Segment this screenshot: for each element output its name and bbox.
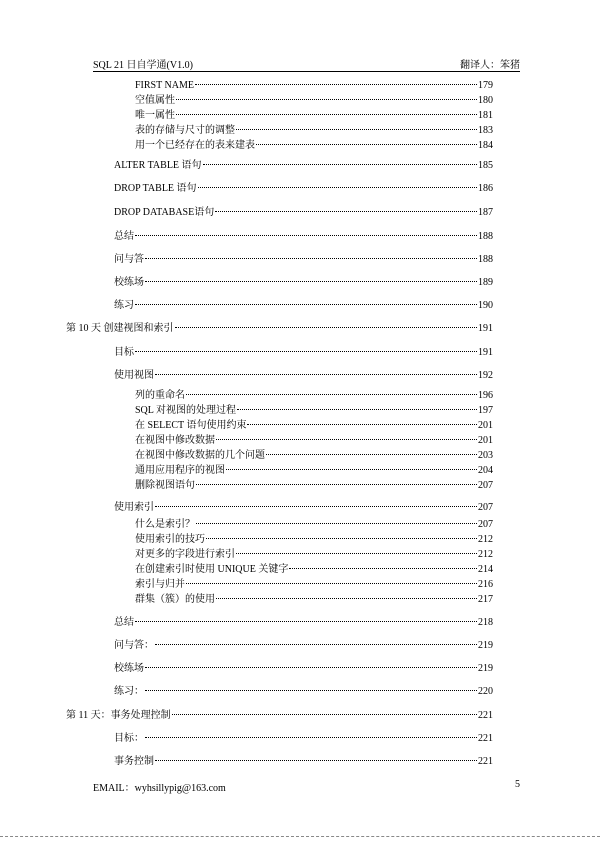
- toc-entry-page: 185: [478, 160, 493, 171]
- toc-entry-page: 192: [478, 370, 493, 381]
- toc-entry-page: 180: [478, 95, 493, 106]
- toc-dot-leader: [145, 666, 477, 668]
- toc-dot-leader: [196, 522, 477, 524]
- toc-entry-title: 使用视图: [114, 370, 154, 381]
- toc-entry-title: 对更多的字段进行索引: [135, 549, 235, 560]
- toc-entry[interactable]: [114, 639, 493, 652]
- toc-entry-title: 目标: [114, 347, 134, 358]
- toc-dot-leader: [176, 113, 477, 115]
- toc-entry-page: 220: [478, 686, 493, 697]
- toc-entry[interactable]: [114, 159, 493, 172]
- toc-entry[interactable]: [114, 369, 493, 382]
- toc-entry-page: 196: [478, 390, 493, 401]
- page-number: 5: [515, 779, 520, 790]
- toc-entry-page: 221: [478, 733, 493, 744]
- toc-entry-page: 201: [478, 420, 493, 431]
- toc-dot-leader: [145, 689, 477, 691]
- toc-entry-title: 空值属性: [135, 95, 175, 106]
- toc-entry-page: 179: [478, 80, 493, 91]
- toc-dot-leader: [198, 186, 477, 188]
- toc-entry[interactable]: [135, 449, 493, 462]
- toc-entry-page: 207: [478, 519, 493, 530]
- toc-entry-title: 什么是索引？: [135, 519, 195, 530]
- toc-entry[interactable]: [135, 79, 493, 92]
- toc-entry-title: 总结: [114, 231, 134, 242]
- toc-entry-title: 使用索引: [114, 502, 154, 513]
- toc-entry-title: 通用应用程序的视图: [135, 465, 225, 476]
- toc-entry[interactable]: [114, 182, 493, 195]
- toc-entry-title: 练习：: [114, 686, 144, 697]
- toc-entry-page: 188: [478, 254, 493, 265]
- toc-entry-title: 第 11 天：事务处理控制: [66, 710, 171, 721]
- toc-entry-title: DROP TABLE 语句: [114, 183, 197, 194]
- toc-entry-title: DROP DATABASE语句: [114, 207, 215, 218]
- toc-entry-page: 184: [478, 140, 493, 151]
- toc-entry-title: 目标：: [114, 733, 144, 744]
- toc-entry[interactable]: [135, 404, 493, 417]
- toc-entry[interactable]: [66, 322, 493, 335]
- toc-dot-leader: [155, 759, 477, 761]
- toc-entry-page: 212: [478, 549, 493, 560]
- toc-entry-page: 204: [478, 465, 493, 476]
- toc-entry-title: 唯一属性: [135, 110, 175, 121]
- toc-entry[interactable]: [114, 685, 493, 698]
- toc-entry[interactable]: [114, 206, 493, 219]
- toc-dot-leader: [226, 468, 477, 470]
- toc-dot-leader: [145, 280, 477, 282]
- toc-dot-leader: [216, 438, 477, 440]
- toc-entry-page: 181: [478, 110, 493, 121]
- toc-dot-leader: [203, 163, 477, 165]
- toc-entry[interactable]: [135, 533, 493, 546]
- toc-dot-leader: [135, 303, 477, 305]
- toc-entry[interactable]: [114, 616, 493, 629]
- toc-entry-title: 问与答: [114, 254, 144, 265]
- toc-dot-leader: [155, 373, 477, 375]
- toc-entry-page: 197: [478, 405, 493, 416]
- toc-entry-title: 总结: [114, 617, 134, 628]
- toc-dot-leader: [175, 326, 478, 328]
- toc-entry[interactable]: [135, 563, 493, 576]
- toc-entry-title: 在视图中修改数据的几个问题: [135, 450, 265, 461]
- toc-entry[interactable]: [114, 346, 493, 359]
- toc-entry-page: 216: [478, 579, 493, 590]
- toc-dot-leader: [135, 350, 477, 352]
- toc-dot-leader: [266, 453, 477, 455]
- toc-entry-title: 表的存储与尺寸的调整: [135, 125, 235, 136]
- toc-entry-title: 群集（簇）的使用: [135, 594, 215, 605]
- toc-entry-title: 校练场: [114, 277, 144, 288]
- toc-entry-title: 在创建索引时使用 UNIQUE 关键字: [135, 564, 289, 575]
- toc-entry-page: 207: [478, 502, 493, 513]
- toc-dot-leader: [236, 128, 477, 130]
- toc-entry[interactable]: [135, 389, 493, 402]
- toc-entry-page: 214: [478, 564, 493, 575]
- toc-dot-leader: [145, 736, 477, 738]
- toc-entry-title: SQL 对视图的处理过程: [135, 405, 237, 416]
- toc-entry[interactable]: [135, 479, 493, 492]
- toc-entry[interactable]: [66, 709, 493, 722]
- toc-dot-leader: [196, 483, 477, 485]
- toc-entry-page: 187: [478, 207, 493, 218]
- toc-entry[interactable]: [114, 230, 493, 243]
- toc-dot-leader: [135, 234, 477, 236]
- toc-entry[interactable]: [135, 109, 493, 122]
- toc-entry-title: 列的重命名: [135, 390, 185, 401]
- toc-dot-leader: [256, 143, 477, 145]
- toc-entry-title: 用一个已经存在的表来建表: [135, 140, 255, 151]
- toc-entry[interactable]: [114, 299, 493, 312]
- toc-dot-leader: [155, 505, 477, 507]
- toc-entry-page: 221: [478, 756, 493, 767]
- toc-dot-leader: [206, 537, 477, 539]
- toc-entry-page: 219: [478, 663, 493, 674]
- toc-entry-title: 第 10 天 创建视图和索引: [66, 323, 174, 334]
- toc-entry[interactable]: [135, 434, 493, 447]
- toc-entry-page: 207: [478, 480, 493, 491]
- toc-entry-page: 201: [478, 435, 493, 446]
- toc-entry-page: 191: [478, 347, 493, 358]
- toc-entry[interactable]: [135, 94, 493, 107]
- page-footer: [93, 779, 520, 793]
- toc-dot-leader: [236, 552, 477, 554]
- toc-entry-page: 218: [478, 617, 493, 628]
- toc-entry-title: 校练场: [114, 663, 144, 674]
- toc-entry-title: 练习: [114, 300, 134, 311]
- toc-entry-page: 203: [478, 450, 493, 461]
- header-translator: 翻译人：笨猪: [460, 60, 520, 71]
- toc-dot-leader: [216, 597, 477, 599]
- toc-entry[interactable]: [135, 518, 493, 531]
- toc-entry[interactable]: [135, 139, 493, 152]
- toc-entry-page: 221: [478, 710, 493, 721]
- toc-entry-title: 在视图中修改数据: [135, 435, 215, 446]
- page-bottom-divider: [0, 836, 600, 837]
- toc-entry[interactable]: [135, 593, 493, 606]
- toc-entry-page: 217: [478, 594, 493, 605]
- toc-entry-title: 索引与归并: [135, 579, 185, 590]
- toc-entry[interactable]: [114, 276, 493, 289]
- toc-dot-leader: [135, 620, 477, 622]
- toc-entry-page: 191: [478, 323, 493, 334]
- toc-entry-page: 188: [478, 231, 493, 242]
- toc-dot-leader: [186, 582, 477, 584]
- toc-entry-page: 219: [478, 640, 493, 651]
- toc-dot-leader: [155, 643, 477, 645]
- toc-entry-title: FIRST NAME: [135, 80, 194, 91]
- toc-entry[interactable]: [135, 548, 493, 561]
- toc-entry-page: 183: [478, 125, 493, 136]
- toc-entry[interactable]: [135, 124, 493, 137]
- toc-dot-leader: [172, 713, 477, 715]
- toc-entry-page: 189: [478, 277, 493, 288]
- toc-dot-leader: [195, 83, 477, 85]
- footer-email: EMAIL：wyhsillypig@163.com: [93, 783, 226, 794]
- toc-entry-title: 删除视图语句: [135, 480, 195, 491]
- toc-entry-title: 在 SELECT 语句使用约束: [135, 420, 247, 431]
- toc-entry-page: 190: [478, 300, 493, 311]
- toc-dot-leader: [186, 393, 477, 395]
- toc-entry[interactable]: [114, 662, 493, 675]
- toc-entry-title: ALTER TABLE 语句: [114, 160, 202, 171]
- toc-entry[interactable]: [135, 464, 493, 477]
- toc-entry-title: 使用索引的技巧: [135, 534, 205, 545]
- toc-entry[interactable]: [135, 578, 493, 591]
- toc-dot-leader: [145, 257, 477, 259]
- toc-entry[interactable]: [114, 253, 493, 266]
- toc-entry-page: 186: [478, 183, 493, 194]
- toc-entry[interactable]: [114, 501, 493, 514]
- toc-entry-page: 212: [478, 534, 493, 545]
- toc-dot-leader: [215, 210, 477, 212]
- toc-entry-title: 问与答：: [114, 640, 154, 651]
- toc-entry[interactable]: [135, 419, 493, 432]
- toc-entry[interactable]: [114, 732, 493, 745]
- toc-dot-leader: [247, 423, 477, 425]
- toc-entry[interactable]: [114, 755, 493, 768]
- toc-dot-leader: [237, 408, 477, 410]
- header-book-title: SQL 21 日自学通(V1.0): [93, 60, 193, 71]
- toc-dot-leader: [176, 98, 477, 100]
- toc-dot-leader: [289, 567, 477, 569]
- toc-entry-title: 事务控制: [114, 756, 154, 767]
